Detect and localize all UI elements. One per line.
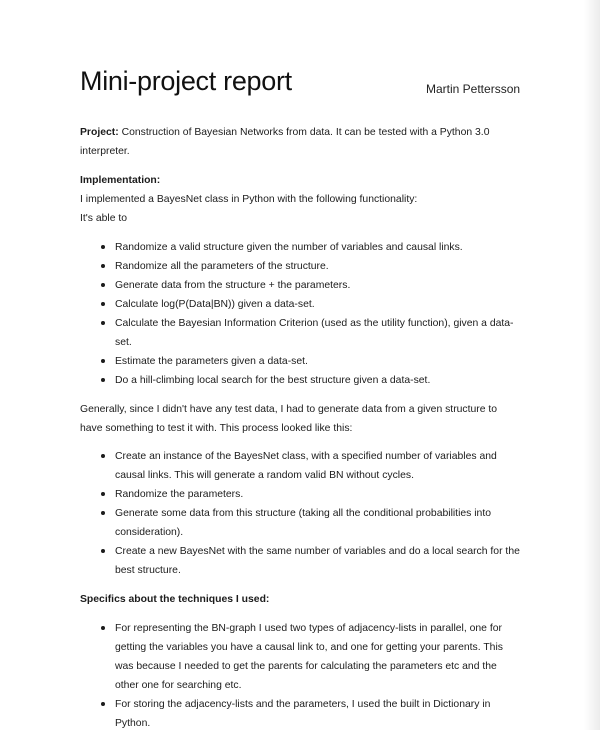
list-item: Calculate log(P(Data|BN)) given a data-set. <box>80 295 520 314</box>
process-list <box>80 447 520 580</box>
project-paragraph <box>80 123 520 161</box>
implementation-heading: Implementation: <box>80 175 161 186</box>
process-intro: Generally, since I didn't have any test data, I had to generate data from a given structure to have something to test it with. This process looked like this: <box>80 404 498 434</box>
bullet-icon <box>101 264 105 268</box>
functionality-list <box>80 238 520 390</box>
implementation-intro-line1: I implemented a BayesNet class in Python with the following functionality: <box>80 194 418 205</box>
bullet-icon <box>101 359 105 363</box>
list-item: Randomize a valid structure given the number of variables and causal links. <box>80 238 520 257</box>
bullet-icon <box>101 454 105 458</box>
bullet-icon <box>101 702 105 706</box>
list-item: Calculate the Bayesian Information Criterion (used as the utility function), given a data-set. <box>80 314 520 352</box>
list-item: Randomize all the parameters of the structure. <box>80 257 520 276</box>
list-item: Create an instance of the BayesNet class, with a specified number of variables and causal links. This will generate a random valid BN without cycles. <box>80 447 520 485</box>
specifics-list <box>80 619 520 730</box>
list-item: Randomize the parameters. <box>80 485 520 504</box>
report-body <box>80 123 520 730</box>
list-item: Generate some data from this structure (taking all the conditional probabilities into consideration). <box>80 504 520 542</box>
page-edge-shadow <box>584 0 600 730</box>
bullet-icon <box>101 245 105 249</box>
bullet-icon <box>101 378 105 382</box>
bullet-icon <box>101 626 105 630</box>
bullet-icon <box>101 302 105 306</box>
author-name: Martin Pettersson <box>426 82 521 96</box>
bullet-icon <box>101 492 105 496</box>
project-text: Construction of Bayesian Networks from data. It can be tested with a Python 3.0 interpreter. <box>80 127 490 157</box>
bullet-icon <box>101 511 105 515</box>
project-label: Project: <box>80 127 119 138</box>
list-item: For storing the adjacency-lists and the parameters, I used the built in Dictionary in Python. <box>80 695 520 730</box>
bullet-icon <box>101 321 105 325</box>
list-item: For representing the BN-graph I used two types of adjacency-lists in parallel, one for getting the variables you have a causal link to, and one for getting your parents. This was because I needed to get the parents for calculating the parameters etc and the other one for searching etc. <box>80 619 520 695</box>
list-item: Create a new BayesNet with the same number of variables and do a local search for the best structure. <box>80 542 520 580</box>
bullet-icon <box>101 283 105 287</box>
list-item: Generate data from the structure + the parameters. <box>80 276 520 295</box>
list-item: Do a hill-climbing local search for the best structure given a data-set. <box>80 371 520 390</box>
report-title: Mini-project report <box>80 66 292 96</box>
list-item: Estimate the parameters given a data-set. <box>80 352 520 371</box>
specifics-heading: Specifics about the techniques I used: <box>80 594 270 605</box>
implementation-intro-line2: It's able to <box>80 213 128 224</box>
bullet-icon <box>101 549 105 553</box>
